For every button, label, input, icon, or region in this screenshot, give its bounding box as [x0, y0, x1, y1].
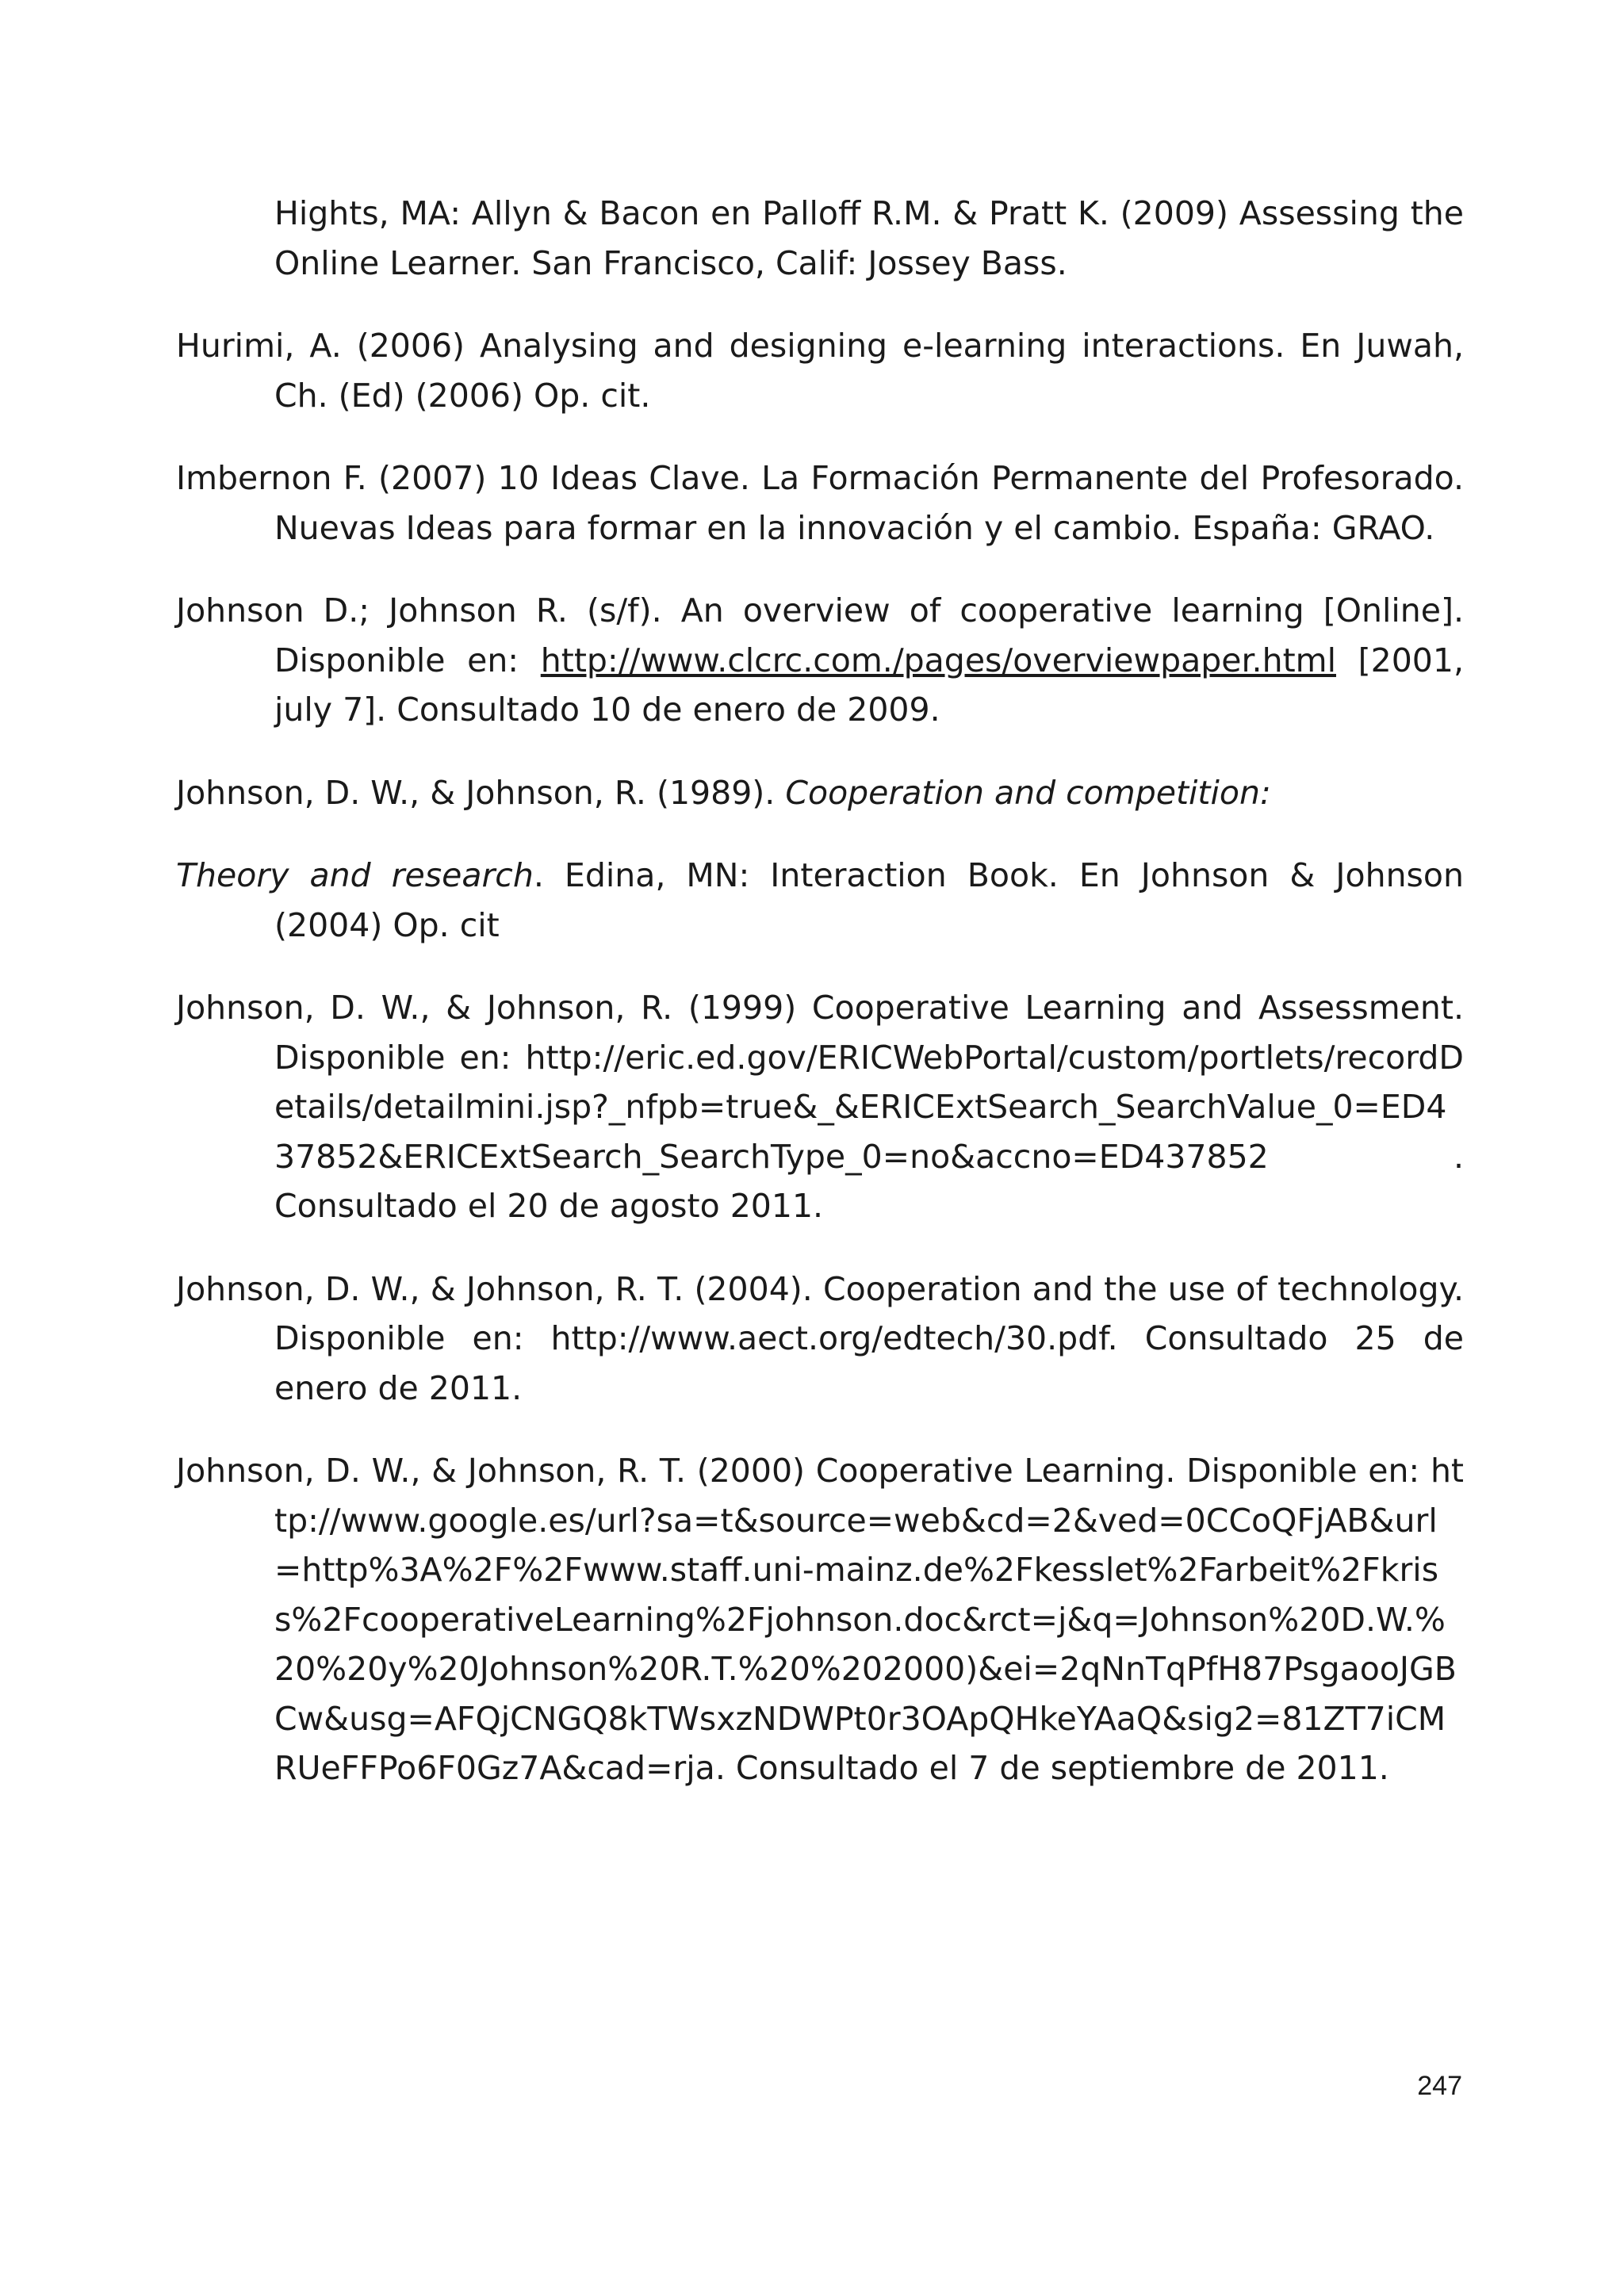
reference-title-italic: Cooperation and competition:: [785, 773, 1271, 812]
reference-text: Johnson, D. W., & Johnson, R. (1989).: [176, 773, 786, 812]
reference-johnson-1989: [176, 768, 1464, 818]
reference-johnson-2000: [176, 1446, 1464, 1793]
reference-imbernon-2007: Imbernon F. (2007) 10 Ideas Clave. La Formación Permanente del Profesorado. Nuevas Ideas para formar en la innovación y el cambio. España: GRAO.: [176, 459, 1464, 547]
google-url-text: http://www.google.es/url?sa=t&source=web&cd=2&ved=0CCoQFjAB&url=http%3A%2F%2Fwww.staff.uni-mainz.de%2Fkesslet%2Farbeit%2Fkriss%2FcooperativeLearning%2Fjohnson.doc&rct=j&q=Johnson%20D.W.%20%20y%20Johnson%20R.T.%20%202000)&ei=2qNnTqPfH87PsgaooJGBCw&usg=AFQjCNGQ8kTWsxzNDWPt0r3OApQHkeYAaQ&sig2=81ZT7iCMRUeFFPo6F0Gz7A&cad=rja: [274, 1452, 1464, 1787]
reference-text: Johnson, D. W., & Johnson, R. T. (2000) Cooperative Learning. Disponible en:: [176, 1452, 1431, 1490]
reference-johnson-2004: Johnson, D. W., & Johnson, R. T. (2004). Cooperation and the use of technology. Disponible en: http://www.aect.org/edtech/30.pdf. Consultado 25 de enero de 2011.: [176, 1269, 1464, 1407]
reference-johnson-1989-continuation: [176, 851, 1464, 950]
reference-hights-continuation: Hights, MA: Allyn & Bacon en Palloff R.M. & Pratt K. (2009) Assessing the Online Learner. San Francisco, Calif: Jossey Bass.: [274, 194, 1464, 282]
reference-text: . Consultado el 20 de agosto 2011.: [274, 1137, 1464, 1225]
reference-text: . Edina, MN: Interaction Book. En Johnson & Johnson (2004) Op. cit: [274, 856, 1464, 944]
eric-url-text: http://eric.ed.gov/ERICWebPortal/custom/portlets/recordDetails/detailmini.jsp?_nfpb=true&_&ERICExtSearch_SearchValue_0=ED437852&ERICExtSearch_SearchType_0=no&accno=ED437852: [274, 1038, 1464, 1176]
reference-text: Johnson, D. W., & Johnson, R. (1999) Cooperative Learning and Assessment. Disponible en:: [176, 989, 1464, 1077]
reference-johnson-1999: [176, 983, 1464, 1231]
clcrc-overview-link[interactable]: http://www.clcrc.com./pages/overviewpaper.html: [540, 641, 1336, 679]
reference-johnson-sf: [176, 586, 1464, 735]
reference-list: [176, 189, 1464, 1827]
reference-text: Johnson D.; Johnson R. (s/f). An overview of cooperative learning [Online]. Disponible en:: [176, 591, 1464, 679]
reference-text: [2001, july 7]. Consultado 10 de enero de 2009.: [274, 641, 1464, 729]
page-number: 247: [1417, 2071, 1462, 2101]
reference-title-italic: Theory and research: [176, 856, 534, 894]
reference-hurimi-2006: Hurimi, A. (2006) Analysing and designing e-learning interactions. En Juwah, Ch. (Ed) (2006) Op. cit.: [176, 327, 1464, 415]
reference-text: . Consultado el 7 de septiembre de 2011.: [714, 1749, 1389, 1787]
